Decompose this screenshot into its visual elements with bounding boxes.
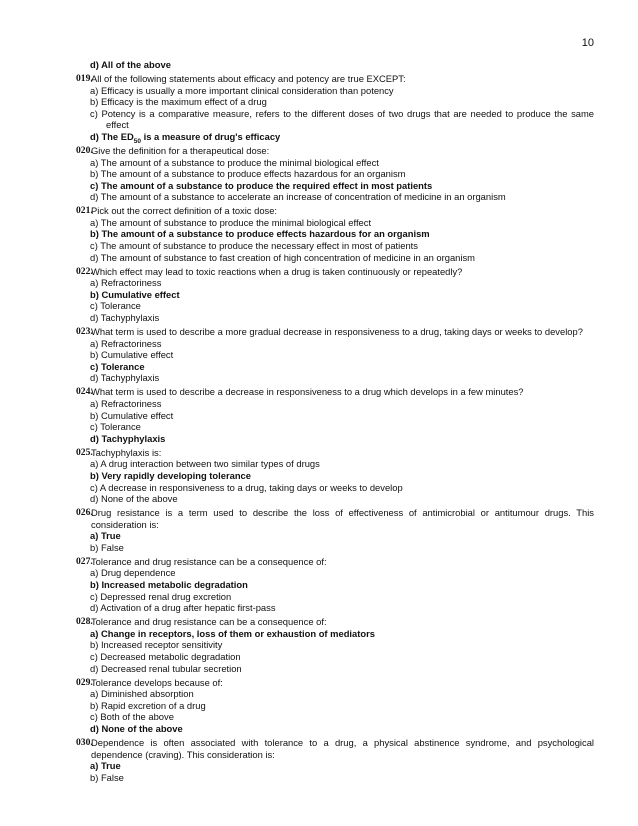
answer-option: b) Rapid excretion of a drug [90, 699, 206, 711]
question-number: 020. [76, 144, 93, 156]
answer-option: d) None of the above [90, 493, 178, 505]
page-number: 10 [581, 37, 594, 49]
question-block [76, 205, 594, 263]
question-number: 029. [76, 676, 93, 688]
question-block [76, 326, 594, 384]
answer-option: a) Drug dependence [90, 567, 176, 579]
question-text: What term is used to describe a decrease in responsiveness to a drug which develops in a few minutes? [91, 386, 524, 398]
question-block [76, 145, 594, 203]
answer-option: d) Tachyphylaxis [90, 312, 160, 324]
question-number: 027. [76, 555, 93, 567]
answer-option: a) Refractoriness [90, 397, 162, 409]
answer-option: c) Decreased metabolic degradation [90, 651, 241, 662]
correct-answer-option: b) Very rapidly developing tolerance [90, 469, 251, 481]
previous-question-answer: d) All of the above [90, 59, 171, 70]
question-text: What term is used to describe a more gradual decrease in responsiveness to a drug, taking days or weeks to develop? [91, 326, 583, 338]
answer-option: c) Tolerance [90, 300, 141, 312]
question-block [76, 73, 594, 143]
correct-answer-option: c) Tolerance [90, 360, 145, 372]
question-list [76, 59, 594, 783]
answer-option: c) A decrease in responsiveness to a drug, taking days or weeks to develop [90, 481, 403, 493]
answer-option: d) Tachyphylaxis [90, 372, 160, 384]
answer-option: b) Efficacy is the maximum effect of a drug [90, 96, 267, 108]
question-block [76, 447, 594, 505]
question-number: 028. [76, 616, 93, 628]
answer-option: c) Depressed renal drug excretion [90, 590, 232, 602]
answer-option: c) Both of the above [90, 711, 174, 723]
question-text: Tolerance develops because of: [91, 676, 223, 688]
correct-answer-option [76, 131, 594, 143]
answer-option: a) The amount of a substance to produce the minimal biological effect [90, 156, 379, 168]
correct-answer-option: a) True [90, 530, 121, 542]
answer-option: d) Decreased renal tubular secretion [90, 662, 242, 674]
answer-option: a) Refractoriness [90, 277, 162, 289]
question-text: Tolerance and drug resistance can be a consequence of: [91, 555, 327, 567]
correct-answer-option: d) None of the above [90, 722, 183, 734]
correct-answer-option: b) Increased metabolic degradation [90, 579, 248, 591]
correct-answer-option: b) Cumulative effect [90, 288, 180, 300]
question-number: 026. [76, 507, 93, 519]
correct-answer-option: c) The amount of a substance to produce the required effect in most patients [90, 179, 433, 191]
question-text: Pick out the correct definition of a toxic dose: [91, 205, 278, 217]
answer-option: b) Increased receptor sensitivity [90, 639, 223, 651]
answer-option: d) The amount of a substance to accelerate an increase of concentration of medicine in an organism [90, 191, 506, 203]
question-number: 022. [76, 265, 93, 277]
subscript: 50 [133, 137, 141, 145]
answer-option: c) Tolerance [90, 421, 141, 433]
answer-option: d) Activation of a drug after hepatic first-pass [90, 602, 276, 614]
question-number: 025. [76, 446, 93, 458]
correct-answer-option: a) True [90, 760, 121, 772]
question-block [76, 677, 594, 735]
answer-option: a) Efficacy is usually a more important clinical consideration than potency [90, 84, 394, 96]
answer-option: b) Cumulative effect [90, 409, 174, 421]
question-text: Which effect may lead to toxic reactions when a drug is taken continuously or repeatedly? [91, 265, 463, 277]
question-block [76, 266, 594, 324]
answer-option: b) Cumulative effect [90, 349, 174, 361]
answer-option: c) The amount of substance to produce the necessary effect in most of patients [90, 240, 418, 252]
question-number: 030. [76, 736, 93, 748]
question-number: 021. [76, 205, 93, 217]
question-number: 019. [76, 72, 93, 84]
answer-option: b) False [90, 771, 124, 783]
question-number: 024. [76, 386, 93, 398]
correct-answer-option: d) Tachyphylaxis [90, 432, 166, 444]
question-text: Dependence is often associated with tolerance to a drug, a physical abstinence syndrome, and psychological dependence (craving). This consideration is: [91, 736, 594, 760]
question-text: Give the definition for a therapeutical dose: [91, 144, 270, 156]
question-text: Tachyphylaxis is: [91, 446, 162, 458]
question-block [76, 737, 594, 783]
correct-answer-option: b) The amount of a substance to produce effects hazardous for an organism [90, 228, 430, 240]
question-text: Drug resistance is a term used to describe the loss of effectiveness of antimicrobial or antitumour drugs. This consideration is: [91, 507, 594, 530]
answer-option: d) The amount of substance to fast creation of high concentration of medicine in an organism [90, 251, 475, 263]
option-text-part: is a measure of drug's efficacy [140, 130, 281, 142]
question-text: Tolerance and drug resistance can be a consequence of: [91, 616, 327, 628]
question-block [76, 507, 594, 553]
question-text: All of the following statements about efficacy and potency are true EXCEPT: [91, 72, 406, 84]
option-text-part: d) The ED [90, 130, 134, 142]
question-number: 023. [76, 326, 93, 338]
answer-option: a) The amount of substance to produce the minimal biological effect [90, 216, 372, 228]
question-block [76, 556, 594, 614]
answer-option: a) A drug interaction between two similar types of drugs [90, 458, 320, 470]
answer-option: b) The amount of a substance to produce effects hazardous for an organism [90, 168, 406, 180]
answer-option: a) Diminished absorption [90, 688, 194, 700]
answer-option: c) Potency is a comparative measure, refers to the different doses of two drugs that are needed to produce the same effect [90, 107, 594, 131]
answer-option: b) False [90, 541, 124, 553]
question-block [76, 616, 594, 674]
question-block [76, 386, 594, 444]
answer-option: a) Refractoriness [90, 337, 162, 349]
correct-answer-option: a) Change in receptors, loss of them or exhaustion of mediators [90, 627, 375, 639]
